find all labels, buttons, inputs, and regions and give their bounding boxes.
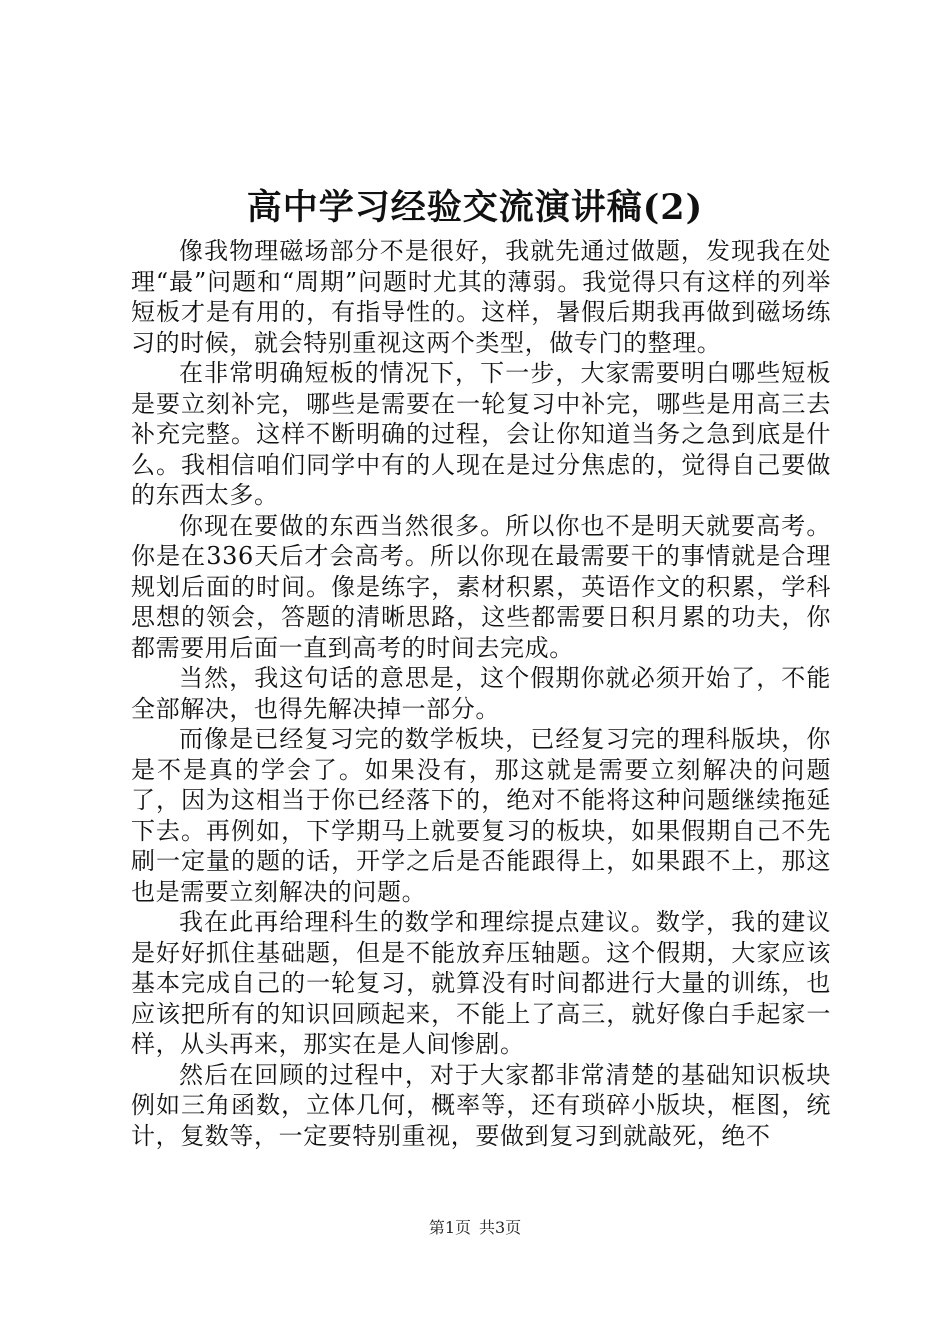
page-total: 共3页 <box>479 1218 522 1237</box>
page-footer <box>0 1217 950 1239</box>
paragraph: 你现在要做的东西当然很多。所以你也不是明天就要高考。你是在336天后才会高考。所以你现在最需要干的事情就是合理规划后面的时间。像是练字，素材积累，英语作文的积累，学科思想的领会，答题的清晰思路，这些都需要日积月累的功夫，你都需要用后面一直到高考的时间去完成。 <box>131 511 831 662</box>
page-number: 第1页 <box>428 1218 471 1237</box>
document-title: 高中学习经验交流演讲稿(2) <box>246 187 704 228</box>
paragraph: 在非常明确短板的情况下，下一步，大家需要明白哪些短板是要立刻补完，哪些是需要在一轮复习中补完，哪些是用高三去补充完整。这样不断明确的过程，会让你知道当务之急到底是什么。我相信咱们同学中有的人现在是过分焦虑的，觉得自己要做的东西太多。 <box>131 359 831 509</box>
paragraph: 我在此再给理科生的数学和理综提点建议。数学，我的建议是好好抓住基础题，但是不能放弃压轴题。这个假期，大家应该基本完成自己的一轮复习，就算没有时间都进行大量的训练，也应该把所有的知识回顾起来，不能上了高三，就好像白手起家一样，从头再来，那实在是人间惨剧。 <box>131 908 831 1058</box>
paragraph: 而像是已经复习完的数学板块，已经复习完的理科版块，你是不是真的学会了。如果没有，那这就是需要立刻解决的问题了，因为这相当于你已经落下的，绝对不能将这种问题继续拖延下去。再例如，下学期马上就要复习的板块，如果假期自己不先刷一定量的题的话，开学之后是否能跟得上，如果跟不上，那这也是需要立刻解决的问题。 <box>131 725 831 906</box>
document-body <box>131 236 831 1151</box>
paragraph: 然后在回顾的过程中，对于大家都非常清楚的基础知识板块例如三角函数，立体几何，概率等，还有琐碎小版块，框图，统计，复数等，一定要特别重视，要做到复习到就敲死，绝不 <box>131 1060 831 1150</box>
paragraph: 当然，我这句话的意思是，这个假期你就必须开始了，不能全部解决，也得先解决掉一部分。 <box>131 664 831 723</box>
paragraph: 像我物理磁场部分不是很好，我就先通过做题，发现我在处理“最”问题和“周期”问题时尤其的薄弱。我觉得只有这样的列举短板才是有用的，有指导性的。这样，暑假后期我再做到磁场练习的时候，就会特别重视这两个类型，做专门的整理。 <box>131 237 831 357</box>
